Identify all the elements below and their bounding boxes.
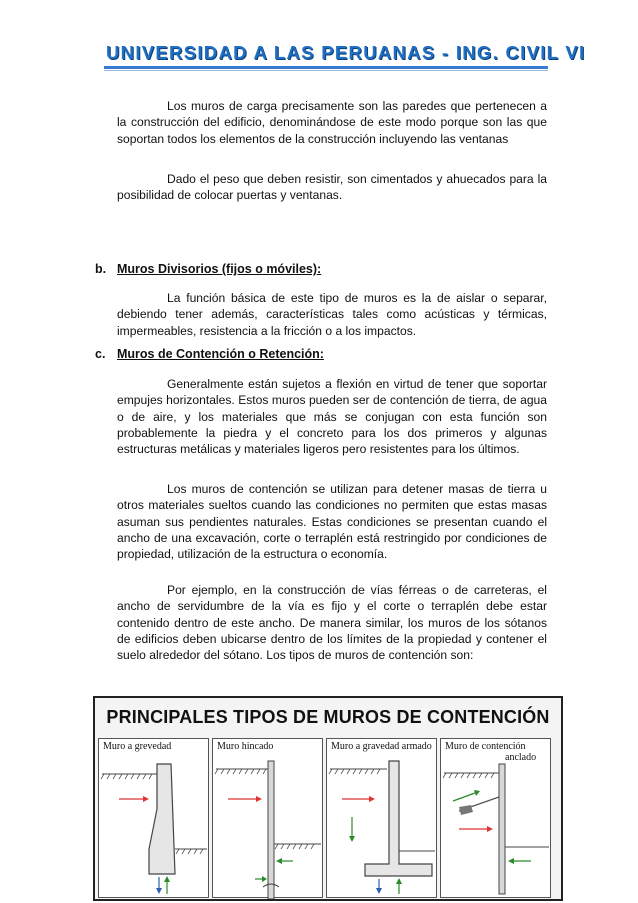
header-rule-thin <box>104 70 548 71</box>
section-c-paragraph-3: Por ejemplo, en la construcción de vías férreas o de carreteras, el ancho de servidumbre de la vía es fijo y el corte o terraplén debe estar contenido dentro de este ancho. De manera similar, los muros de los sótanos de edificios deben ubicarse dentro de los límites de la propiedad y contener el suelo alrededor del sótano. Los tipos de muros de contención son: <box>117 583 547 663</box>
panel-label-line2: anclado <box>505 752 537 763</box>
panel-reinforced-wall <box>326 738 437 898</box>
section-b-paragraph: La función básica de este tipo de muros es la de aislar o separar, debiendo tener además, características tales como acústicas y térmicas, impermeables, resistencia a la fricción o a los impactos. <box>117 291 547 338</box>
panel-label: Muro de contención <box>445 741 526 752</box>
intro-paragraph-1: Los muros de carga precisamente son las paredes que pertenecen a la construcción del edificio, denominándose de este modo porque son las que soportan todos los elementos de la construcción incluyendo las ventanas <box>117 99 547 146</box>
section-c-paragraph-2: Los muros de contención se utilizan para detener masas de tierra u otros materiales sueltos cuando las condiciones no permiten que estas masas asuman sus pendientes naturales. Estas condiciones se presentan cuando el ancho de una excavación, corte o terraplén está restringido por condiciones de propiedad, utilización de la estructura o economía. <box>117 482 547 562</box>
panel-anchored-wall <box>440 738 551 898</box>
panel-sheet-pile-wall <box>212 738 323 898</box>
header-rule <box>104 66 548 69</box>
panel-label: Muro a grevedad <box>103 741 172 752</box>
header-title: UNIVERSIDAD A LAS PERUANAS - ING. CIVIL VI <box>106 42 586 63</box>
section-c-heading: c. Muros de Contención o Retención: <box>95 347 324 361</box>
section-b-heading: b. Muros Divisorios (fijos o móviles): <box>95 262 322 276</box>
gravity-wall-diagram <box>99 739 210 899</box>
panel-label: Muro hincado <box>217 741 274 752</box>
reinforced-wall-diagram <box>327 739 438 899</box>
figure-title: PRINCIPALES TIPOS DE MUROS DE CONTENCIÓN <box>106 706 550 727</box>
panel-gravity-wall <box>98 738 209 898</box>
section-c-paragraph-1: Generalmente están sujetos a flexión en virtud de tener que soportar empujes horizontales. Estos muros pueden ser de contención de tierra, de agua o de aire, y los materiales que más se conjugan con esta función son probablemente la piedra y el concreto para los dos primeros y algunas estructuras metálicas y materiales ligeros pero resistentes para los últimos. <box>117 377 547 457</box>
anchored-wall-diagram <box>441 739 552 899</box>
sheet-pile-diagram <box>213 739 324 899</box>
retaining-walls-figure <box>93 696 563 901</box>
panel-label: Muro a gravedad armado <box>331 741 432 752</box>
intro-paragraph-2: Dado el peso que deben resistir, son cimentados y ahuecados para la posibilidad de colocar puertas y ventanas. <box>117 172 547 203</box>
